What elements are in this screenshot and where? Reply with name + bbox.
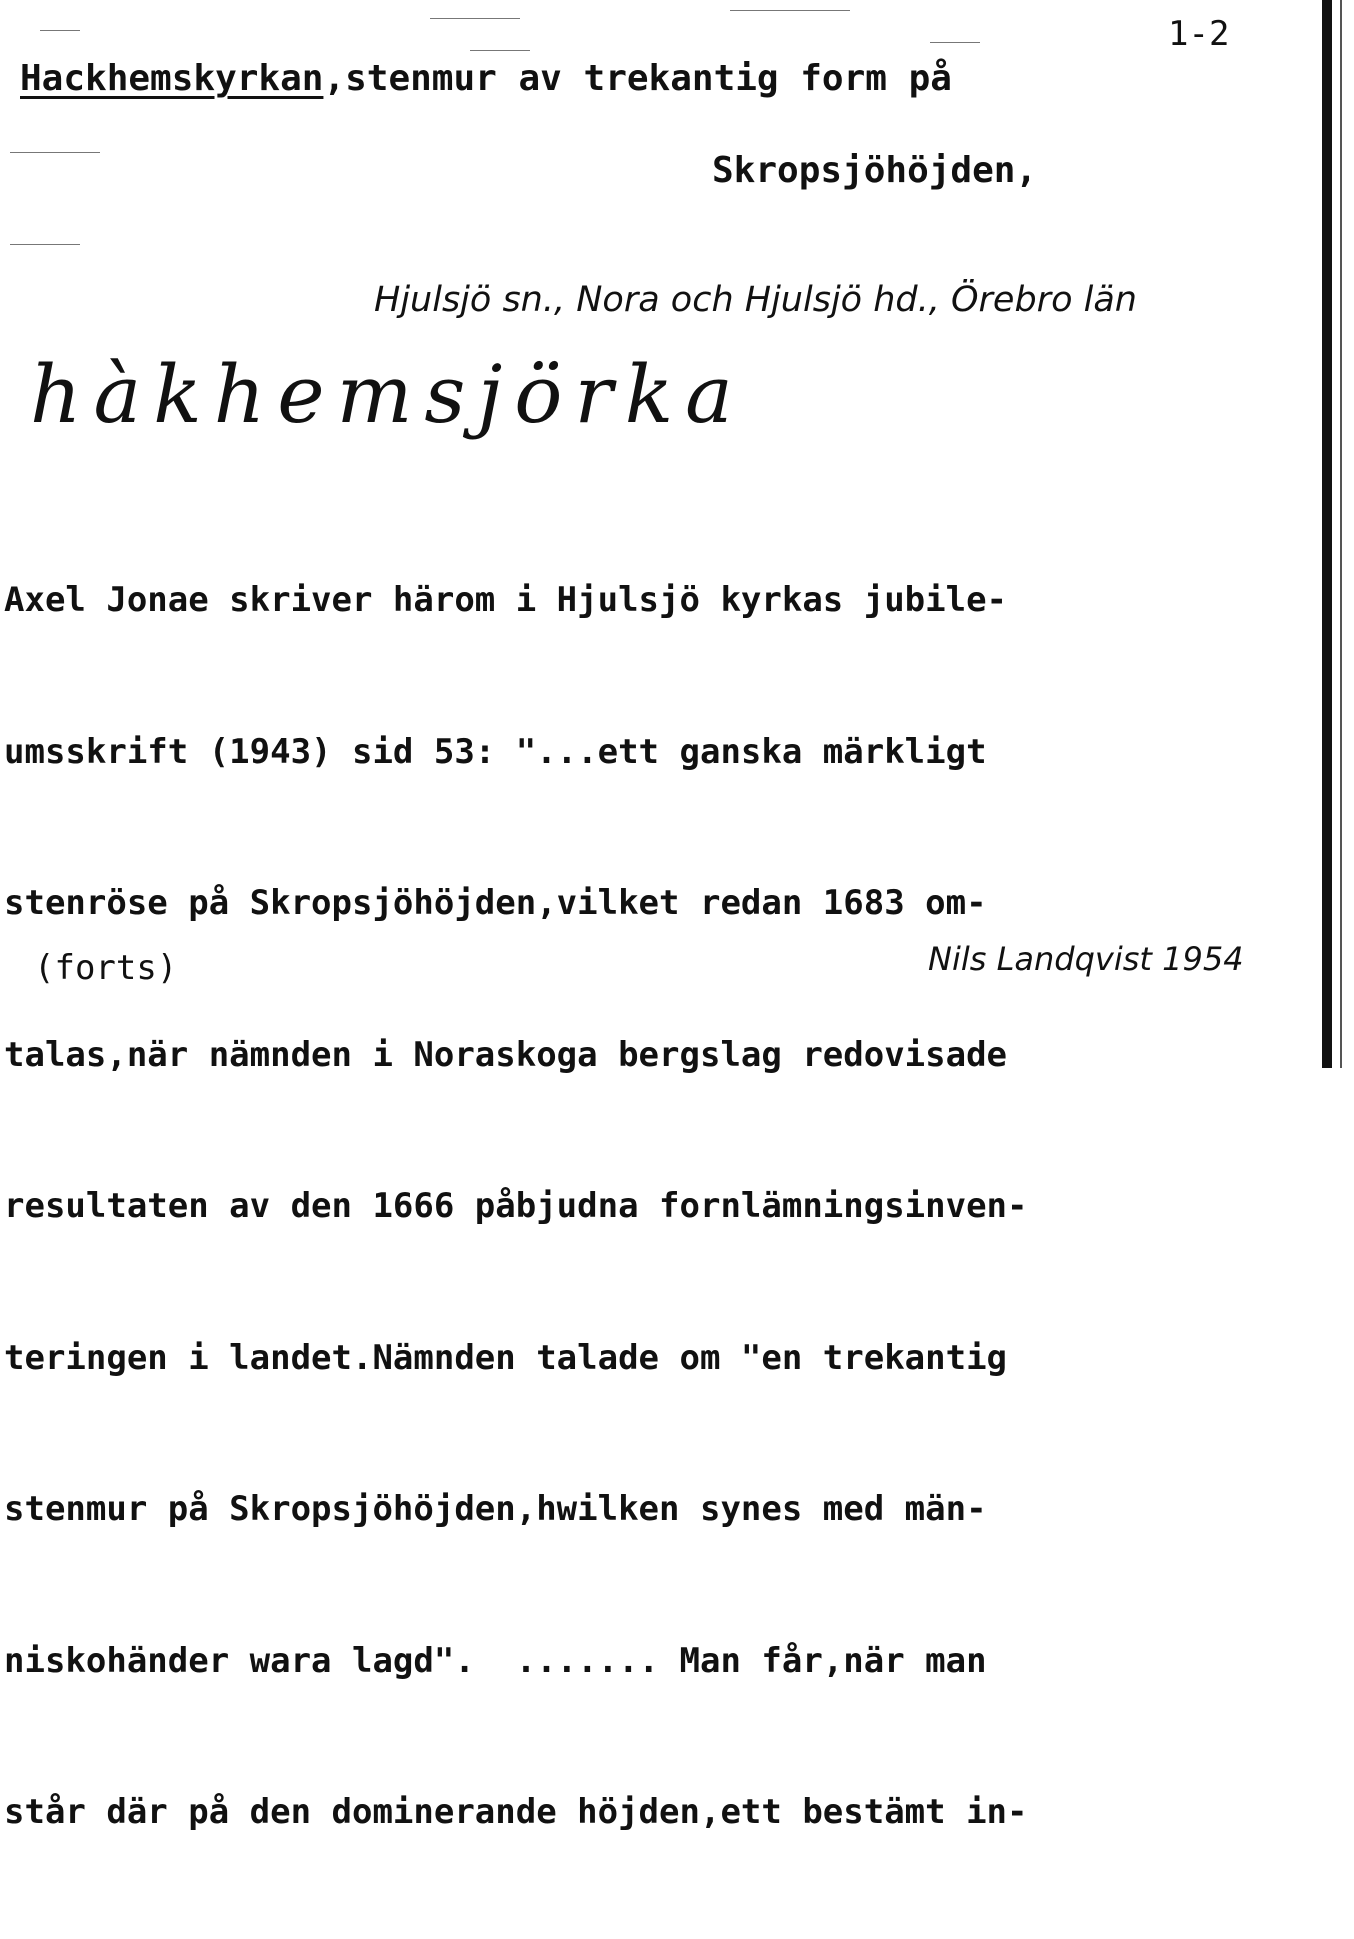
handwritten-pronunciation: hàkhemsjörka: [30, 348, 745, 441]
continuation-note: (forts): [34, 948, 178, 988]
body-line: Axel Jonae skriver härom i Hjulsjö kyrkas jubile-: [4, 580, 1008, 620]
place-name: Hackhemskyrkan: [20, 58, 324, 99]
card-edge-line: [1340, 0, 1342, 1068]
scan-speck: [730, 10, 850, 11]
body-line: resultaten av den 1666 påbjudna fornlämningsinven-: [4, 1186, 1028, 1226]
body-line: står där på den dominerande höjden,ett bestämt in-: [4, 1792, 1028, 1832]
parish-district-county: Hjulsjö sn., Nora och Hjulsjö hd., Örebro län: [374, 280, 1137, 320]
scan-speck: [470, 50, 530, 51]
card-title: [20, 58, 952, 99]
body-line: stenröse på Skropsjöhöjden,vilket redan 1683 om-: [4, 883, 987, 923]
body-text: [4, 474, 1324, 1939]
scan-speck: [10, 244, 80, 245]
body-line: talas,när nämnden i Noraskoga bergslag redovisade: [4, 1034, 1008, 1075]
body-line: niskohänder wara lagd". ....... Man får,när man: [4, 1640, 987, 1681]
author-signature: Nils Landqvist 1954: [928, 940, 1244, 978]
place-description: ,stenmur av trekantig form på: [323, 58, 952, 99]
body-line: umsskrift (1943) sid 53: "...ett ganska märkligt: [4, 731, 987, 772]
body-line: stenmur på Skropsjöhöjden,hwilken synes med män-: [4, 1489, 987, 1529]
scan-speck: [930, 42, 980, 43]
body-line: teringen i landet.Nämnden talade om "en trekantig: [4, 1337, 1008, 1378]
scan-speck: [10, 152, 100, 153]
place-location-name: Skropsjöhöjden,: [712, 150, 1038, 191]
scan-speck: [430, 18, 520, 19]
card-number: 1-2: [1168, 14, 1230, 54]
scan-speck: [40, 30, 80, 31]
